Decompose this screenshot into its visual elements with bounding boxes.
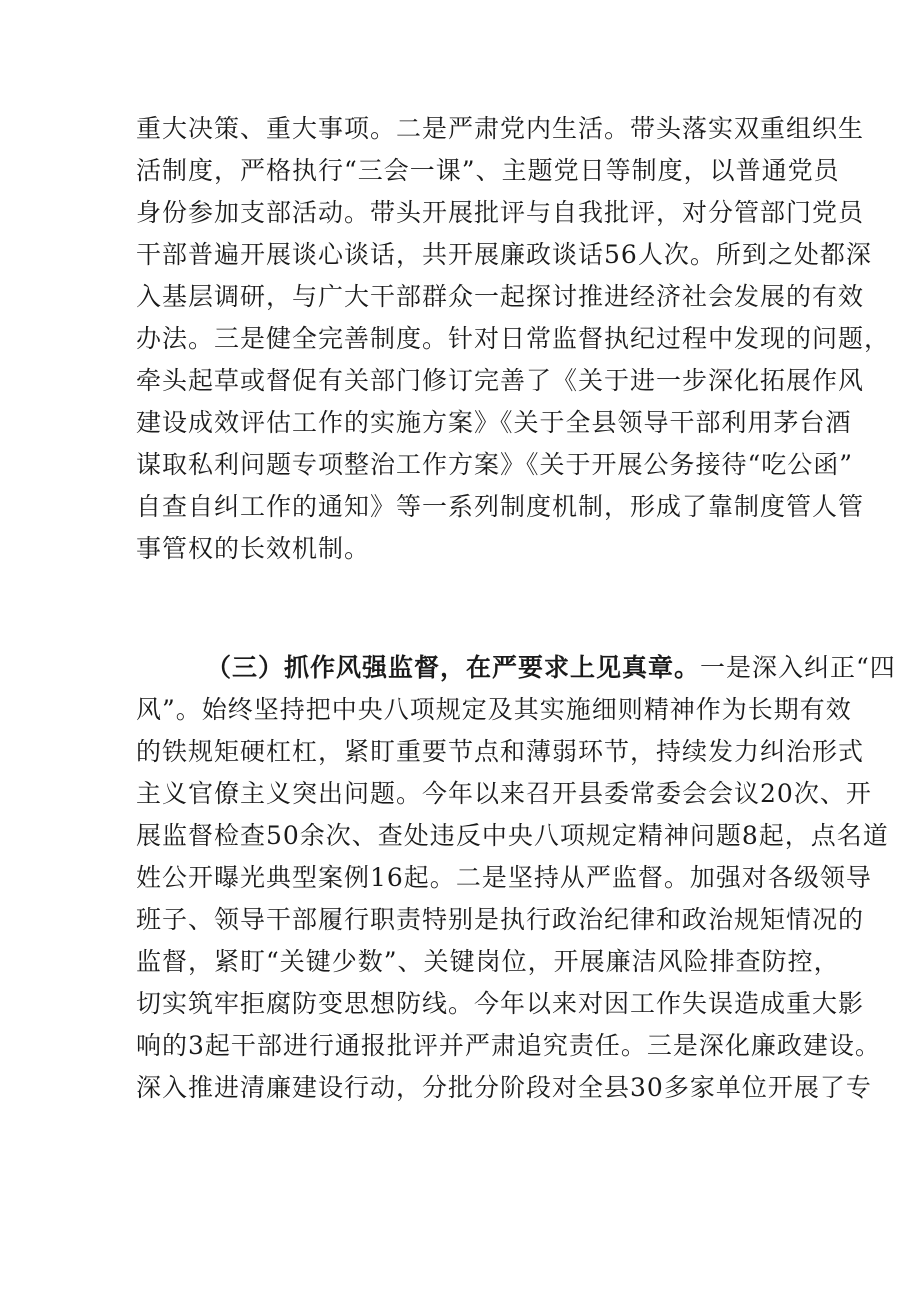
text-line: 监督，紧盯“关键少数”、关键岗位，开展廉洁风险排查防控， xyxy=(136,947,840,976)
text-line: 重大决策、重大事项。二是严肃党内生活。带头落实双重组织生 xyxy=(136,114,865,143)
text-line: 展监督检查50余次、查处违反中央八项规定精神问题8起，点名道 xyxy=(136,821,889,850)
text-line: 深入推进清廉建设行动，分批分阶段对全县30多家单位开展了专 xyxy=(136,1073,872,1102)
paragraph-supervision xyxy=(136,647,896,1109)
text-line: 办法。三是健全完善制度。针对日常监督执纪过程中发现的问题， xyxy=(136,324,891,353)
text-line: 干部普遍开展谈心谈话，共开展廉政谈话56人次。所到之处都深 xyxy=(136,240,872,269)
text-line: 响的3起干部进行通报批评并严肃追究责任。三是深化廉政建设。 xyxy=(136,1031,881,1060)
text-line: 入基层调研，与广大干部群众一起探讨推进经济社会发展的有效 xyxy=(136,282,865,311)
text-line: 活制度，严格执行“三会一课”、主题党日等制度，以普通党员 xyxy=(136,156,840,185)
text-line: 事管权的长效机制。 xyxy=(136,534,371,563)
text-line: 姓公开曝光典型案例16起。二是坚持从严监督。加强对各级领导 xyxy=(136,863,872,892)
text-line: 自查自纠工作的通知》等一系列制度机制，形成了靠制度管人管 xyxy=(136,492,865,521)
text-line: 身份参加支部活动。带头开展批评与自我批评，对分管部门党员 xyxy=(136,198,865,227)
text-line: 的铁规矩硬杠杠，紧盯重要节点和薄弱环节，持续发力纠治形式 xyxy=(136,737,865,766)
text-line: 主义官僚主义突出问题。今年以来召开县委常委会会议20次、开 xyxy=(136,779,872,808)
paragraph-first-line xyxy=(136,647,896,689)
text-line: 牵头起草或督促有关部门修订完善了《关于进一步深化拓展作风 xyxy=(136,366,865,395)
text-line: 班子、领导干部履行职责特别是执行政治纪律和政治规矩情况的 xyxy=(136,905,865,934)
heading-continuation: 一是深入纠正“四 xyxy=(700,653,896,682)
text-line: 切实筑牢拒腐防变思想防线。今年以来对因工作失误造成重大影 xyxy=(136,989,865,1018)
text-line: 谋取私利问题专项整治工作方案》《关于开展公务接待“吃公函” xyxy=(136,450,854,479)
section-heading: （三）抓作风强监督，在严要求上见真章。 xyxy=(206,653,701,682)
text-line: 风”。始终坚持把中央八项规定及其实施细则精神作为长期有效 xyxy=(136,695,852,724)
paragraph-institutions xyxy=(136,108,891,570)
text-line: 建设成效评估工作的实施方案》《关于全县领导干部利用茅台酒 xyxy=(136,408,852,437)
